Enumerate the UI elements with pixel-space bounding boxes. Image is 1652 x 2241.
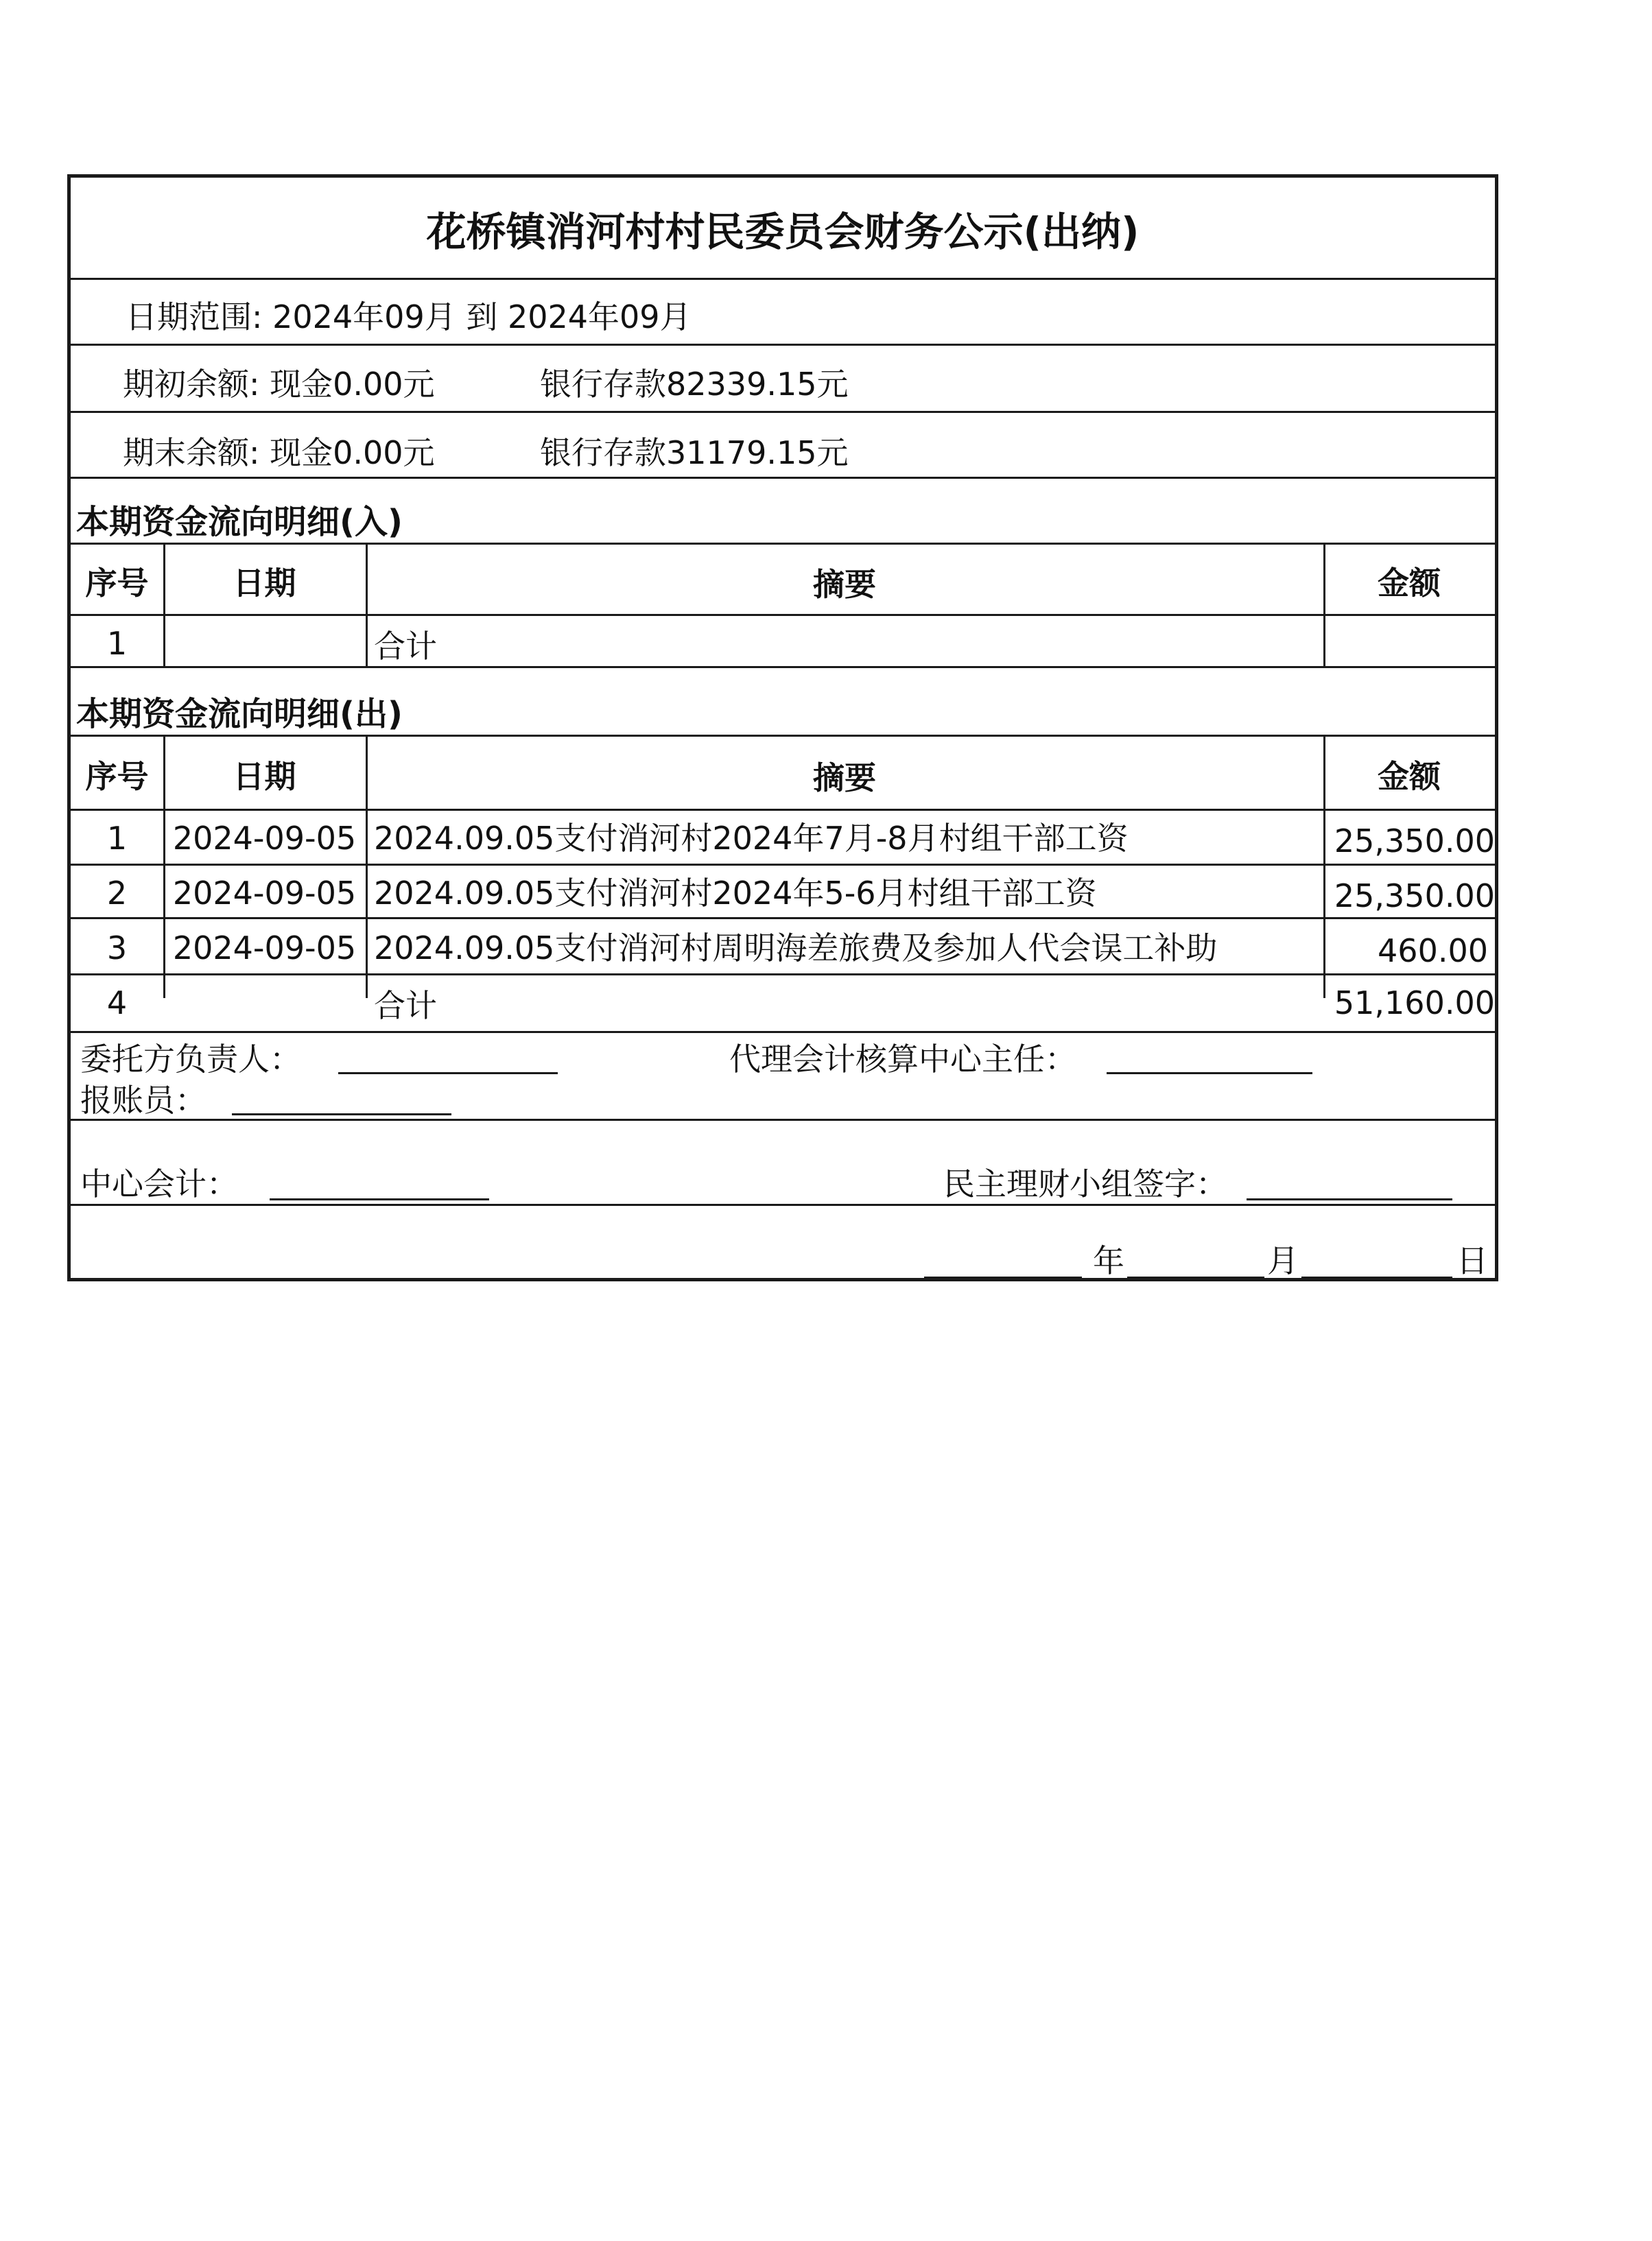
row-amount: 460.00	[1378, 932, 1488, 969]
row-no: 2	[106, 875, 128, 912]
bookkeeper-signature-line	[232, 1113, 451, 1115]
center-accountant-label: 中心会计：	[80, 1165, 238, 1202]
month-blank-line	[1127, 1277, 1264, 1279]
closing-balance-bank: 银行存款31179.15元	[540, 434, 849, 471]
row-amount: 51,160.00	[1334, 984, 1495, 1021]
row-date: 2024-09-05	[172, 929, 357, 967]
row-summary: 2024.09.05支付消河村2024年5-6月村组干部工资	[374, 875, 1097, 912]
divider	[71, 1204, 1495, 1206]
opening-balance-cash: 期初余额: 现金0.00元	[123, 366, 435, 403]
divider	[71, 1031, 1495, 1033]
divider	[71, 411, 1495, 413]
year-blank-line	[924, 1277, 1082, 1279]
day-blank-line	[1301, 1277, 1452, 1279]
finance-group-label: 民主理财小组签字：	[943, 1165, 1227, 1202]
row-date: 2024-09-05	[172, 820, 357, 857]
finance-group-signature-line	[1247, 1198, 1452, 1200]
row-no: 3	[106, 929, 128, 967]
client-head-label: 委托方负责人：	[80, 1041, 301, 1078]
opening-balance-bank: 银行存款82339.15元	[540, 366, 849, 403]
row-no: 1	[106, 820, 128, 857]
divider	[71, 543, 1495, 545]
col-header-amount: 金额	[1378, 565, 1441, 602]
row-amount: 25,350.00	[1334, 877, 1495, 914]
year-label: 年	[1093, 1242, 1124, 1279]
col-header-amount: 金额	[1378, 758, 1441, 795]
day-label: 日	[1456, 1242, 1488, 1279]
client-head-signature-line	[338, 1072, 558, 1074]
divider	[71, 735, 1495, 737]
row-summary: 合计	[374, 628, 437, 665]
row-date: 2024-09-05	[172, 875, 357, 912]
page-title: 花桥镇消河村村民委员会财务公示(出纳)	[426, 209, 1140, 255]
month-label: 月	[1267, 1242, 1299, 1279]
col-header-date: 日期	[233, 565, 296, 602]
col-header-no: 序号	[85, 758, 149, 795]
col-header-date: 日期	[233, 758, 296, 795]
center-accountant-signature-line	[270, 1198, 489, 1200]
agency-director-label: 代理会计核算中心主任：	[729, 1041, 1076, 1078]
col-header-no: 序号	[85, 565, 149, 602]
row-amount: 25,350.00	[1334, 822, 1495, 859]
financial-disclosure-sheet	[67, 174, 1498, 1281]
row-no: 4	[106, 984, 128, 1021]
bookkeeper-label: 报账员：	[80, 1082, 206, 1119]
row-summary: 2024.09.05支付消河村周明海差旅费及参加人代会误工补助	[374, 929, 1218, 967]
closing-balance-cash: 期末余额: 现金0.00元	[123, 434, 435, 471]
col-header-summary: 摘要	[813, 566, 876, 603]
col-header-summary: 摘要	[813, 759, 876, 796]
divider	[71, 1119, 1495, 1121]
divider	[71, 278, 1495, 280]
divider	[71, 344, 1495, 346]
divider	[71, 477, 1495, 479]
row-no: 1	[106, 625, 128, 662]
date-range: 日期范围: 2024年09月 到 2024年09月	[126, 298, 692, 335]
row-summary: 2024.09.05支付消河村2024年7月-8月村组干部工资	[374, 820, 1129, 857]
agency-director-signature-line	[1107, 1072, 1312, 1074]
row-summary: 合计	[374, 987, 437, 1024]
expense-section-heading: 本期资金流向明细(出)	[76, 695, 403, 733]
income-section-heading: 本期资金流向明细(入)	[76, 503, 403, 541]
